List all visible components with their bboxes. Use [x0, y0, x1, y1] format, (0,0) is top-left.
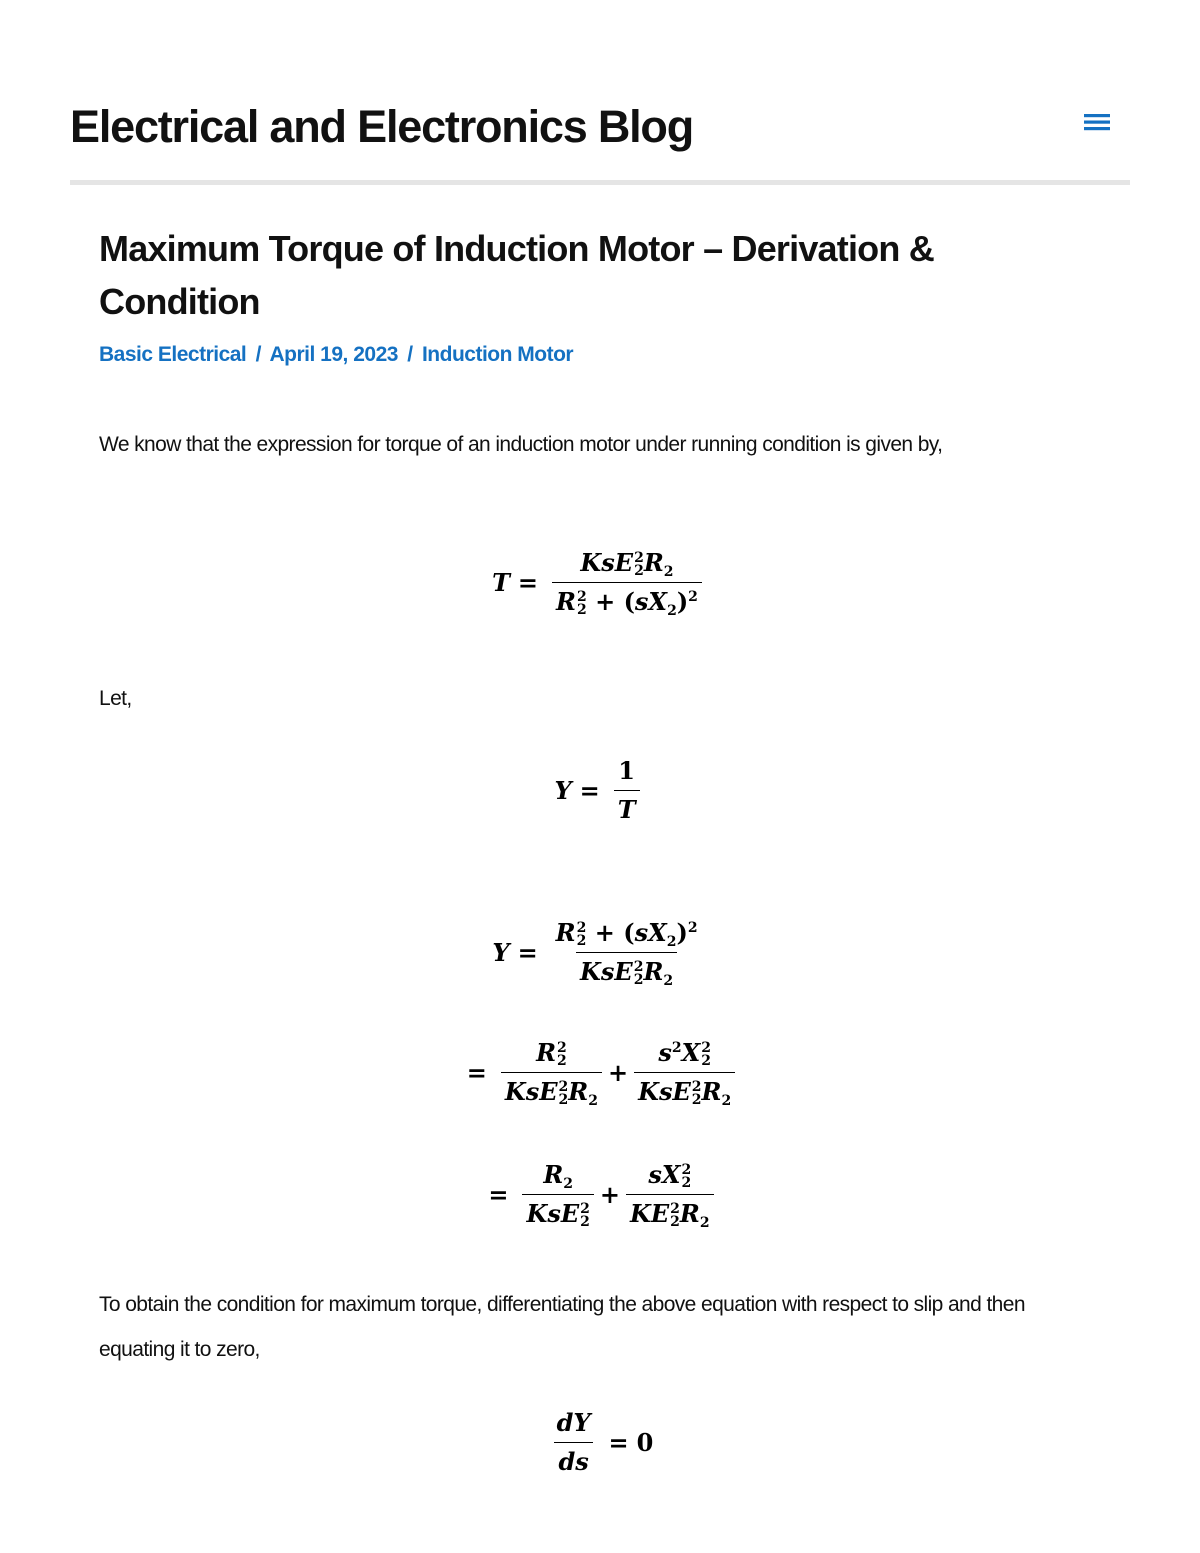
y-expanded-equation: Y = R 2 2 + $(sX_2)^2$ KsE 2 2 $R_2$: [492, 918, 698, 989]
hamburger-menu-icon[interactable]: [1084, 110, 1110, 134]
torque-equation: T = KsE 2 2 $R_2$ R 2 2 + $(sX_2)^2$: [0, 548, 1200, 617]
date-link[interactable]: April 19, 2023: [269, 343, 398, 366]
category-link[interactable]: Basic Electrical: [99, 343, 247, 366]
y-split-equation: = R 2 2 KsE 2 2 $R_2$ + $s^2X$ 2 2 KsE 2 2 $R_2$: [0, 1038, 1200, 1107]
meta-separator: /: [407, 343, 413, 366]
y-definition-equation: Y = $\frac{1}{T}$: [0, 756, 1200, 825]
header-divider: [70, 180, 1130, 185]
site-title[interactable]: Electrical and Electronics Blog: [70, 101, 694, 152]
y-simplified-equation: = $R_2$ KsE 2 2 + sX 2 2 KE 2 2 $R_2$: [0, 1160, 1200, 1229]
article-meta: [99, 340, 573, 370]
meta-separator: /: [255, 343, 261, 366]
tag-link[interactable]: Induction Motor: [421, 343, 574, 366]
intro-paragraph: We know that the expression for torque of an induction motor under running condition is given by,: [99, 433, 943, 456]
site-header: [70, 96, 1130, 180]
article-title: Maximum Torque of Induction Motor – Derivation & Condition: [99, 228, 934, 322]
derivative-equation: $\frac{dY}{ds}$ = 0: [0, 1408, 1200, 1477]
condition-paragraph: To obtain the condition for maximum torque, differentiating the above equation with respect to slip and then equating it to zero,: [99, 1293, 1025, 1361]
let-paragraph: Let,: [99, 687, 132, 710]
